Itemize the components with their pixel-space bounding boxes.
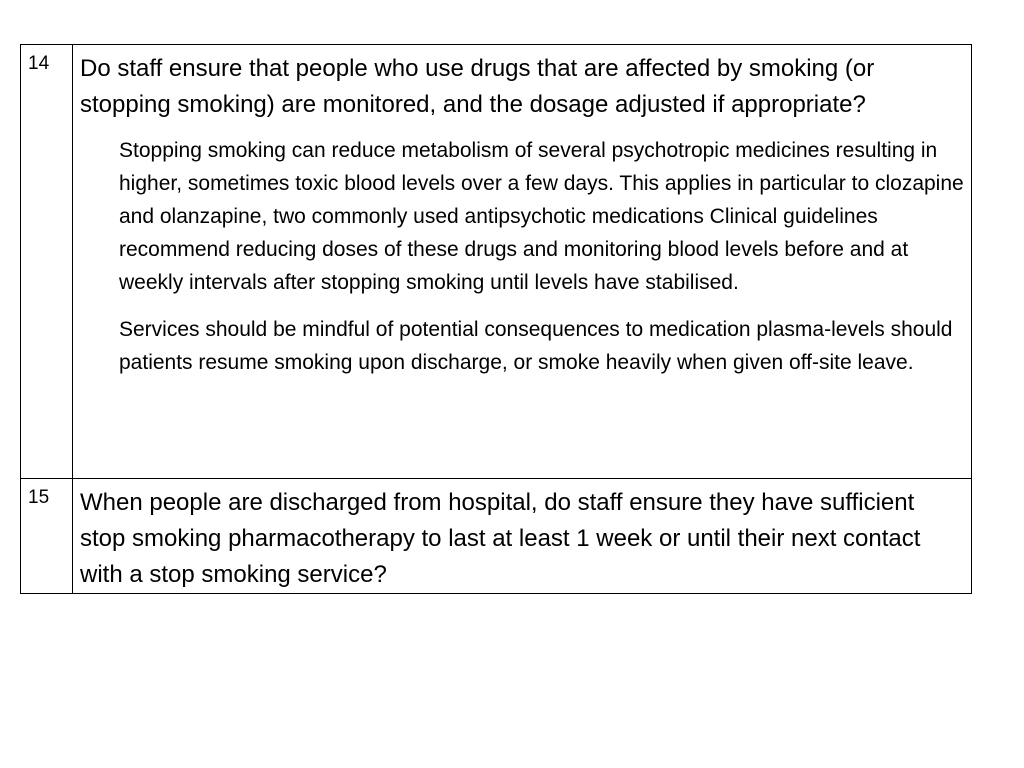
item-number-cell	[21, 45, 73, 479]
item-number: 15	[28, 487, 50, 508]
checklist-table	[20, 44, 972, 594]
table-row	[21, 479, 972, 594]
item-question: Do staff ensure that people who use drugs that are affected by smoking (or stopping smoking) are monitored, and the dosage adjusted if appropriate?	[80, 55, 875, 118]
item-text-cell	[73, 45, 972, 479]
item-text-cell	[73, 479, 972, 594]
table-row	[21, 45, 972, 479]
item-number-cell	[21, 479, 73, 594]
item-number: 14	[28, 53, 50, 74]
checklist-document	[20, 44, 972, 594]
item-note: Services should be mindful of potential consequences to medication plasma-levels should patients resume smoking upon discharge, or smoke heavily when given off-site leave.	[119, 318, 953, 374]
item-question: When people are discharged from hospital, do staff ensure they have sufficient stop smoking pharmacotherapy to last at least 1 week or until their next contact with a stop smoking service?	[80, 489, 921, 588]
item-note: Stopping smoking can reduce metabolism of several psychotropic medicines resulting in higher, sometimes toxic blood levels over a few days. This applies in particular to clozapine and olanzapine, two commonly used antipsychotic medications Clinical guidelines recommend reducing doses of these drugs and monitoring blood levels before and at weekly intervals after stopping smoking until levels have stabilised.	[119, 139, 964, 294]
